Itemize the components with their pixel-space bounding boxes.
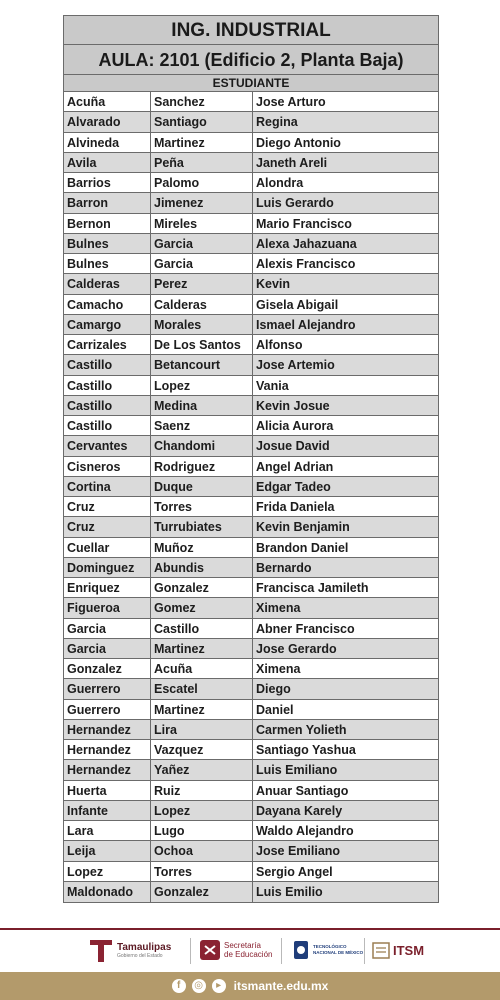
- column-header-student: ESTUDIANTE: [64, 75, 438, 92]
- maternal-surname-cell: Escatel: [151, 679, 253, 698]
- given-name-cell: Jose Gerardo: [256, 641, 337, 656]
- paternal-surname-cell: Barron: [64, 193, 151, 212]
- given-name-cell: Diego Antonio: [256, 135, 341, 150]
- table-row: [64, 740, 438, 760]
- given-name-cell: Josue David: [256, 439, 330, 454]
- maternal-surname-cell: Jimenez: [151, 193, 253, 212]
- paternal-surname-cell: Guerrero: [64, 679, 151, 698]
- table-row: [64, 295, 438, 315]
- table-row: [64, 416, 438, 436]
- given-name-cell: Kevin: [256, 277, 291, 292]
- table-row: [64, 619, 438, 639]
- maternal-surname-cell: Rodriguez: [151, 457, 253, 476]
- sep-logo: [200, 934, 272, 966]
- maternal-surname-cell: Abundis: [151, 558, 253, 577]
- maternal-surname-cell: Calderas: [151, 295, 253, 314]
- table-row: [64, 862, 438, 882]
- paternal-surname-cell: Bulnes: [64, 254, 151, 273]
- maternal-surname-cell: Duque: [151, 477, 253, 496]
- student-rows: [64, 92, 438, 902]
- logo-separator: [281, 938, 282, 964]
- given-name-cell: Alexis Francisco: [256, 257, 356, 271]
- paternal-surname-cell: Garcia: [64, 619, 151, 638]
- program-title: ING. INDUSTRIAL: [64, 16, 438, 45]
- maternal-surname-cell: Turrubiates: [151, 517, 253, 536]
- paternal-surname-cell: Cisneros: [64, 457, 151, 476]
- maternal-surname-cell: Peña: [151, 153, 253, 172]
- footer-bar: [0, 972, 500, 1000]
- table-row: [64, 477, 438, 497]
- tamaulipas-label: Tamaulipas: [117, 941, 172, 953]
- table-row: [64, 376, 438, 396]
- table-row: [64, 214, 438, 234]
- given-name-cell: Anuar Santiago: [256, 783, 349, 798]
- given-name-cell: Santiago Yashua: [256, 743, 356, 757]
- paternal-surname-cell: Hernandez: [64, 740, 151, 759]
- given-name-cell: Bernardo: [256, 560, 312, 575]
- given-name-cell: Kevin Josue: [256, 398, 330, 413]
- website-link[interactable]: itsmante.edu.mx: [233, 979, 329, 993]
- paternal-surname-cell: Bulnes: [64, 234, 151, 253]
- table-row: [64, 598, 438, 618]
- table-row: [64, 821, 438, 841]
- given-name-cell: Ismael Alejandro: [256, 317, 356, 332]
- logo-separator: [190, 938, 191, 964]
- itsm-label: ITSM: [393, 942, 425, 958]
- sep-label-2: de Educación: [224, 950, 273, 959]
- paternal-surname-cell: Cruz: [64, 517, 151, 536]
- given-name-cell: Alondra: [256, 176, 304, 190]
- maternal-surname-cell: Torres: [151, 862, 253, 881]
- paternal-surname-cell: Avila: [64, 153, 151, 172]
- given-name-cell: Waldo Alejandro: [256, 824, 354, 838]
- paternal-surname-cell: Huerta: [64, 781, 151, 800]
- given-name-cell: Janeth Areli: [256, 155, 328, 170]
- paternal-surname-cell: Alvineda: [64, 133, 151, 152]
- paternal-surname-cell: Hernandez: [64, 760, 151, 779]
- paternal-surname-cell: Lara: [64, 821, 151, 840]
- given-name-cell: Jose Emiliano: [256, 844, 341, 859]
- given-name-cell: Carmen Yolieth: [256, 722, 347, 737]
- maternal-surname-cell: Martinez: [151, 700, 253, 719]
- paternal-surname-cell: Calderas: [64, 274, 151, 293]
- table-row: [64, 457, 438, 477]
- itsm-logo: [372, 934, 424, 966]
- paternal-surname-cell: Acuña: [64, 92, 151, 111]
- youtube-icon[interactable]: ▸: [212, 979, 226, 993]
- maternal-surname-cell: Muñoz: [151, 538, 253, 557]
- maternal-surname-cell: Morales: [151, 315, 253, 334]
- table-row: [64, 578, 438, 598]
- given-name-cell: Daniel: [256, 702, 294, 717]
- table-row: [64, 659, 438, 679]
- paternal-surname-cell: Hernandez: [64, 720, 151, 739]
- paternal-surname-cell: Cortina: [64, 477, 151, 496]
- maternal-surname-cell: Gonzalez: [151, 578, 253, 597]
- table-row: [64, 436, 438, 456]
- given-name-cell: Mario Francisco: [256, 216, 352, 231]
- tamaulipas-logo: [88, 934, 171, 966]
- maternal-surname-cell: Garcia: [151, 234, 253, 253]
- table-row: [64, 193, 438, 213]
- paternal-surname-cell: Castillo: [64, 355, 151, 374]
- paternal-surname-cell: Cervantes: [64, 436, 151, 455]
- maternal-surname-cell: Santiago: [151, 112, 253, 131]
- maternal-surname-cell: Betancourt: [151, 355, 253, 374]
- given-name-cell: Jose Artemio: [256, 358, 335, 373]
- given-name-cell: Luis Gerardo: [256, 196, 334, 211]
- room-title: AULA: 2101 (Edificio 2, Planta Baja): [64, 45, 438, 75]
- maternal-surname-cell: Ruiz: [151, 781, 253, 800]
- given-name-cell: Abner Francisco: [256, 621, 355, 636]
- table-row: [64, 639, 438, 659]
- paternal-surname-cell: Enriquez: [64, 578, 151, 597]
- table-row: [64, 558, 438, 578]
- maternal-surname-cell: Lugo: [151, 821, 253, 840]
- given-name-cell: Edgar Tadeo: [256, 479, 331, 494]
- maternal-surname-cell: Gonzalez: [151, 882, 253, 902]
- given-name-cell: Frida Daniela: [256, 500, 335, 514]
- paternal-surname-cell: Barrios: [64, 173, 151, 192]
- maternal-surname-cell: Saenz: [151, 416, 253, 435]
- maternal-surname-cell: Medina: [151, 396, 253, 415]
- table-row: [64, 517, 438, 537]
- maternal-surname-cell: Torres: [151, 497, 253, 516]
- paternal-surname-cell: Garcia: [64, 639, 151, 658]
- table-row: [64, 679, 438, 699]
- paternal-surname-cell: Figueroa: [64, 598, 151, 617]
- maternal-surname-cell: Acuña: [151, 659, 253, 678]
- maternal-surname-cell: Martinez: [151, 639, 253, 658]
- table-row: [64, 153, 438, 173]
- table-row: [64, 112, 438, 132]
- paternal-surname-cell: Camacho: [64, 295, 151, 314]
- maternal-surname-cell: Castillo: [151, 619, 253, 638]
- given-name-cell: Dayana Karely: [256, 803, 343, 818]
- maternal-surname-cell: Vazquez: [151, 740, 253, 759]
- table-row: [64, 254, 438, 274]
- given-name-cell: Brandon Daniel: [256, 540, 349, 555]
- maternal-surname-cell: Mireles: [151, 214, 253, 233]
- table-row: [64, 274, 438, 294]
- table-row: [64, 396, 438, 416]
- sep-label-1: Secretaría: [224, 941, 261, 950]
- table-row: [64, 335, 438, 355]
- paternal-surname-cell: Leija: [64, 841, 151, 860]
- given-name-cell: Jose Arturo: [256, 95, 326, 109]
- paternal-surname-cell: Guerrero: [64, 700, 151, 719]
- given-name-cell: Luis Emiliano: [256, 763, 338, 778]
- given-name-cell: Alexa Jahazuana: [256, 236, 357, 251]
- given-name-cell: Sergio Angel: [256, 864, 333, 879]
- table-row: [64, 92, 438, 112]
- maternal-surname-cell: Lopez: [151, 376, 253, 395]
- instagram-icon[interactable]: ◎: [192, 979, 206, 993]
- given-name-cell: Alicia Aurora: [256, 419, 334, 433]
- tecnm-label-2: NACIONAL DE MÉXICO: [313, 950, 364, 955]
- table-row: [64, 781, 438, 801]
- maternal-surname-cell: Lopez: [151, 801, 253, 820]
- paternal-surname-cell: Cuellar: [64, 538, 151, 557]
- table-row: [64, 173, 438, 193]
- paternal-surname-cell: Carrizales: [64, 335, 151, 354]
- logo-separator: [364, 938, 365, 964]
- given-name-cell: Francisca Jamileth: [256, 581, 369, 595]
- paternal-surname-cell: Alvarado: [64, 112, 151, 131]
- itsm-emblem-icon: [372, 940, 390, 960]
- paternal-surname-cell: Maldonado: [64, 882, 151, 902]
- given-name-cell: Ximena: [256, 601, 301, 616]
- table-row: [64, 355, 438, 375]
- given-name-cell: Alfonso: [256, 338, 303, 352]
- table-row: [64, 882, 438, 902]
- paternal-surname-cell: Lopez: [64, 862, 151, 881]
- logo-strip: [0, 930, 500, 972]
- maternal-surname-cell: Chandomi: [151, 436, 253, 455]
- maternal-surname-cell: Garcia: [151, 254, 253, 273]
- table-row: [64, 538, 438, 558]
- paternal-surname-cell: Gonzalez: [64, 659, 151, 678]
- table-row: [64, 133, 438, 153]
- table-row: [64, 841, 438, 861]
- table-row: [64, 760, 438, 780]
- tecnm-label-1: TECNOLÓGICO: [313, 944, 347, 949]
- given-name-cell: Diego: [256, 682, 291, 697]
- facebook-icon[interactable]: f: [172, 979, 186, 993]
- table-row: [64, 315, 438, 335]
- paternal-surname-cell: Castillo: [64, 376, 151, 395]
- class-roster-table: [63, 15, 439, 903]
- tecnm-emblem-icon: [292, 939, 310, 961]
- given-name-cell: Vania: [256, 378, 289, 393]
- given-name-cell: Luis Emilio: [256, 884, 323, 899]
- maternal-surname-cell: Sanchez: [151, 92, 253, 111]
- maternal-surname-cell: Gomez: [151, 598, 253, 617]
- table-row: [64, 801, 438, 821]
- tecnm-logo: [292, 934, 363, 966]
- maternal-surname-cell: Perez: [151, 274, 253, 293]
- paternal-surname-cell: Infante: [64, 801, 151, 820]
- given-name-cell: Ximena: [256, 662, 301, 676]
- paternal-surname-cell: Castillo: [64, 396, 151, 415]
- given-name-cell: Gisela Abigail: [256, 297, 339, 312]
- tamaulipas-sublabel: Gobierno del Estado: [117, 952, 163, 959]
- table-row: [64, 234, 438, 254]
- maternal-surname-cell: De Los Santos: [151, 335, 253, 354]
- maternal-surname-cell: Palomo: [151, 173, 253, 192]
- tamaulipas-emblem-icon: [88, 936, 114, 964]
- paternal-surname-cell: Dominguez: [64, 558, 151, 577]
- maternal-surname-cell: Lira: [151, 720, 253, 739]
- table-row: [64, 720, 438, 740]
- maternal-surname-cell: Yañez: [151, 760, 253, 779]
- table-row: [64, 497, 438, 517]
- given-name-cell: Regina: [256, 115, 298, 130]
- maternal-surname-cell: Martinez: [151, 133, 253, 152]
- sep-emblem-icon: [200, 940, 220, 960]
- paternal-surname-cell: Cruz: [64, 497, 151, 516]
- maternal-surname-cell: Ochoa: [151, 841, 253, 860]
- paternal-surname-cell: Camargo: [64, 315, 151, 334]
- given-name-cell: Angel Adrian: [256, 459, 334, 474]
- table-row: [64, 700, 438, 720]
- paternal-surname-cell: Bernon: [64, 214, 151, 233]
- given-name-cell: Kevin Benjamin: [256, 520, 350, 535]
- paternal-surname-cell: Castillo: [64, 416, 151, 435]
